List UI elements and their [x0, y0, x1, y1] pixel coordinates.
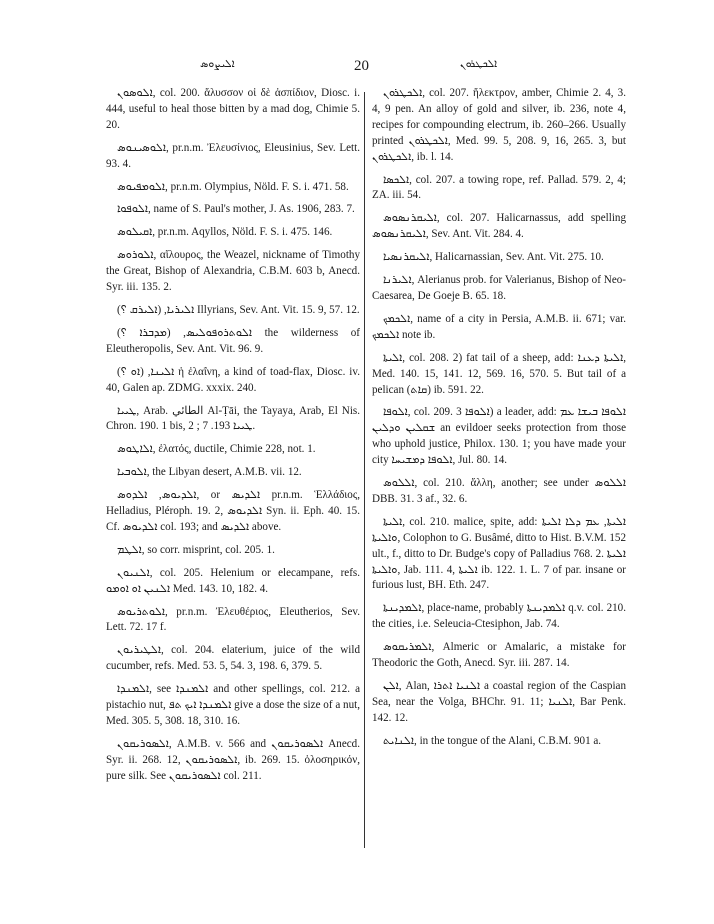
- entry: ܐܠܛܡ, so corr. misprint, col. 205. 1.: [117, 543, 275, 556]
- entry: ܐܠܟܣܐ, col. 207. a towing rope, ref. Pallad. 579. 2, 4; ZA. iii. 54.: [372, 173, 626, 202]
- entry: ܐܠܣܘܪܝܩܘܢ, A.M.B. v. 566 and ܐܠܣܘܪܝܩܘܢ Anecd. Syr. ii. 268. 12, ܐܠܣܘܪܝܩܘܢ, ib. 269. 15. ὁλοσηρικόν, pure silk. See ܐܠܣܘܪܝܩܘܢ col. 211.: [106, 737, 360, 782]
- entry: ܐܠܛܝܪܝܘܢ, col. 204. elaterium, juice of the wild cucumber, refs. Med. 53. 5, 54. 3, 198. 6, 379. 5.: [106, 644, 360, 673]
- entry: ܐܠܠܘܣ, col. 210. ἄλλη, another; see under ܐܠܠܘܣ DBB. 31. 3 af., 32. 6.: [372, 477, 626, 505]
- entry: ܐܠܘܪܘܣ, αἴλουρος, the Weazel, nickname of Timothy the Great, Bishop of Alexandria, C.B.M. 603 b, Anecd. Syr. iii. 135. 2.: [106, 249, 360, 294]
- entry: ܐܠܝܩܪܢܣܝܐ, Halicarnassian, Sev. Ant. Vit. 275. 10.: [383, 251, 604, 264]
- column-divider: [364, 92, 365, 848]
- running-head-right: ܐܠܟܛܪܘܢ: [460, 58, 498, 70]
- entry: ܐܠܝܬܐ, col. 208. 2) fat tail of a sheep, add: ܐܠܝܬܐ ܕܥܢܐ, Med. 140. 15, 141. 12, 569. 16, 570. 5. But tail of a pelican (ܩܐܬ) ib. 591. 22.: [372, 351, 626, 396]
- entry: ܐܠܐܛܘܣ, ἐλατός, ductile, Chimie 228, not. 1.: [117, 443, 316, 456]
- entry: ܐܠܢܝܘܢ, col. 205. Helenium or elecampane, refs. ܐܠܢܝܢ ܐܘ ܐܘܡܘ Med. 143. 10, 182. 4.: [106, 566, 360, 595]
- entry: ܐܠܘܦܘܐ, name of S. Paul's mother, J. As. 1906, 283. 7.: [117, 203, 355, 216]
- entry: ܐܠܝܬܐ, col. 210. malice, spite, add: ܐܠܝܬܐ, ܥܡ ܕܠܐ ܐܠܝܬܐ ܘܐܠܝܬܐ, Colophon to G. Busâmé, ditto to Hist. B.V.M. 152 ult., f., ditto to Dr. Budge's copy of Palladius 768. 2. ܐܠܝܬܐ ܘܐܠܝܬܐ, Jab. 111. 4, ܐܠܝܬܐ ib. 122. 1. L. 7 of par. insane or furious lust, BH. Eth. 247.: [372, 515, 626, 592]
- right-column: [372, 86, 626, 757]
- entry: ܐܠܘܒܝܐ, the Libyan desert, A.M.B. vii. 12.: [117, 466, 302, 479]
- entry: ܐܠܡܕܝܢܬܐ, place-name, probably ܐܠܡܕܝܢܬܐ q.v. col. 210. the cities, i.e. Seleucia-Ctesiphon, Jab. 74.: [372, 602, 626, 631]
- entry: ܐܠܡܢܕܐ, see ܐܠܡܢܕܐ and other spellings, col. 212. a pistachio nut, ܐܠܡܢܕܐ ܐܝܟ ܬܦ give a dose the size of a nut, Med. 305. 5, 308. 18, 310. 16.: [106, 683, 360, 727]
- entry: ܐܠܝܪܢܐ, Alerianus prob. for Valerianus, Bishop of Neo-Caesarea, De Goeje B. 65. 18.: [372, 274, 626, 302]
- entry: ܐܠܝܩܪܢܣܘܣ, col. 207. Halicarnassus, add spelling ܐܠܝܩܪܢܣܘܣ, Sev. Ant. Vit. 284. 4.: [372, 212, 626, 241]
- entry: ܐܠܘܬܪܝܘܣ, pr.n.m. Ἐλευθέριος, Eleutherios, Sev. Lett. 72. 17 f.: [106, 605, 360, 634]
- entry: ܐܠܕܝܘܣ, ܐܠܕܘܣ, or ܐܠܕܝܣ pr.n.m. Ἑλλάδιος, Helladius, Pléroph. 19. 2, ܐܠܕܝܘܣ Syn. ii. Eph. 40. 15. Cf. ܐܠܕܝܘܣ col. 193; and ܐܠܕܝܣ above.: [106, 489, 360, 533]
- entry: ܐܠܢܐܝܬ, in the tongue of the Alani, C.B.M. 901 a.: [383, 734, 602, 747]
- entry: ܐܠܘܣܘܢ, col. 200. ἄλυσσον οἱ δὲ ἀσπίδιον, Diosc. i. 444, useful to heal those bitten by a mad dog, Chimie 5. 20.: [106, 87, 360, 131]
- entry: ܐܠܘܬܪܘܦܘܠܝܣ, (ܡܕܒܪܐ ؟) the wilderness of Eleutheropolis, Sev. Ant. Vit. 96. 9.: [106, 326, 360, 355]
- entry: ܐܠܘܡܦܝܘܣ, pr.n.m. Olympius, Nöld. F. S. i. 471. 58.: [117, 180, 349, 193]
- entry: ܐܠܟܡܟ, name of a city in Persia, A.M.B. ii. 671; var. ܐܠܟܡܟ note ib.: [372, 312, 626, 341]
- entry: ܐܠܝܢܐ, (ܐܘ ؟) ἡ ἐλαΐνη, a kind of toad-flax, Diosc. iv. 40, Galen ap. ZDMG. xxxix. 240.: [106, 365, 360, 394]
- entry: ܐܠܡܪܝܩܘܣ, Almeric or Amalaric, a mistake for Theodoric the Goth, Anecd. Syr. iii. 287. 14.: [372, 641, 626, 670]
- entry: ܐܠܢ, Alan, ܐܠܢܝܐ ܐܬܪܐ a coastal region of the Caspian Sea, near the Volga, BHChr. 91. 11; ܐܠܢܝܐ, Bar Penk. 142. 12.: [372, 680, 626, 724]
- left-column: [106, 86, 360, 792]
- entry: ܐܩܝܠܘܣ, pr.n.m. Aqyllos, Nöld. F. S. i. 475. 146.: [117, 226, 333, 239]
- running-head-left: ܐܠܝܨܘܣ: [200, 58, 235, 70]
- entry: ܛܝܝܐ, Arab. الطائي Al-Ṭāi, the Tayaya, Arab, El Nis. Chron. 190. 1 bis, 2 ; ܛܝܝܐ 193. 7.: [106, 404, 360, 433]
- page-number: 20: [354, 58, 369, 74]
- entry: ܐܠܝܪܝܐ, (ܐܠܝܪܩ ؟) Illyrians, Sev. Ant. Vit. 15. 9, 57. 12.: [117, 303, 360, 316]
- entry: ܐܠܘܣܝܢܘܣ, pr.n.m. Ἐλευσίνιος, Eleusinius, Sev. Lett. 93. 4.: [106, 141, 360, 170]
- entry: ܐܠܟܛܪܘܢ, col. 207. ἤλεκτρον, amber, Chimie 2. 4, 3. 4, 9 pen. An alloy of gold and silver, ib. 236, note 4, recipes for compounding electrum, ib. 260–266. Usually printed ܐܠܟܛܪܘܢ, Med. 99. 5, 208. 9, 16, 265. 3, but ܐܠܟܛܪܘܢ, ib. l. 14.: [372, 87, 626, 163]
- entry: ܐܠܘܦܐ, col. 209. ܐܠܘܦܐ 3) a leader, add: ܐܠܘܦܐ ܒܝܫܐ ܥܡ ܫܩܠܝܢ ܘܕܠܝܢ an evildoer seeks protection from those who uphold justice, Philox. 130. 1; you have made your city ܐܠܘܦܐ ܕܡܫܝܚܐ, Jul. 80. 14.: [372, 406, 626, 467]
